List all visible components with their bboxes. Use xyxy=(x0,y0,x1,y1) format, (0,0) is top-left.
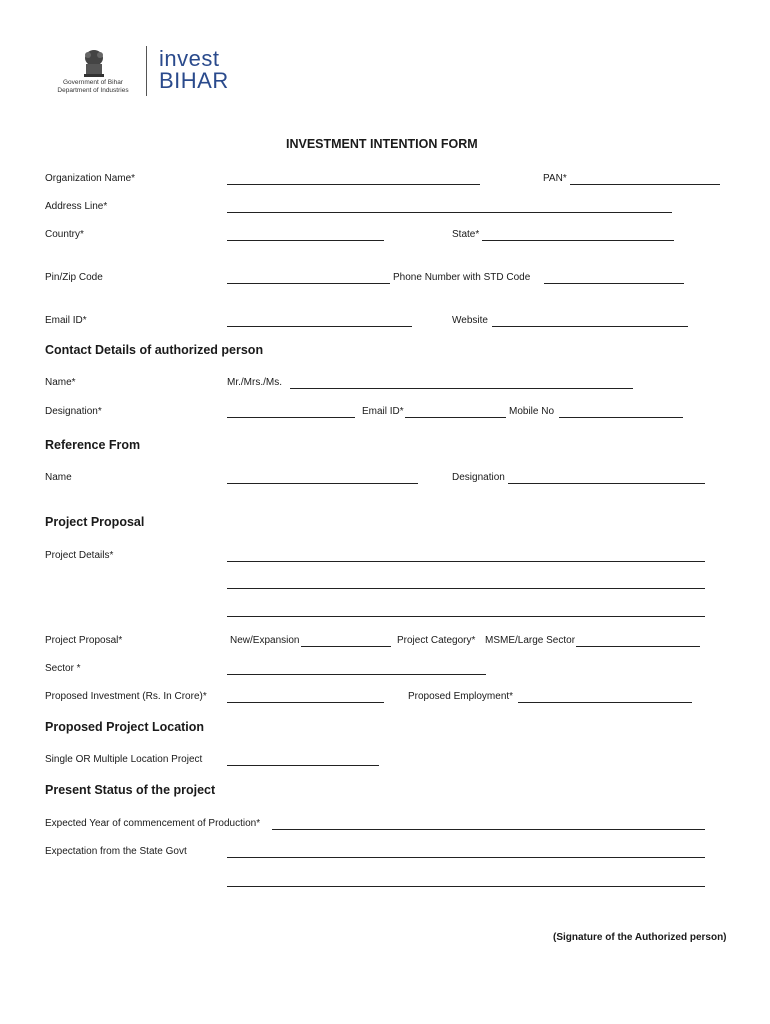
signature-label: (Signature of the Authorized person) xyxy=(553,932,727,943)
location-field[interactable] xyxy=(227,765,379,766)
project-proposal-label: Project Proposal* xyxy=(45,635,123,646)
contact-email-label: Email ID* xyxy=(362,406,404,417)
pan-label: PAN* xyxy=(543,173,567,184)
project-category-label: Project Category* xyxy=(397,635,476,646)
state-label: State* xyxy=(452,229,480,240)
mobile-field[interactable] xyxy=(559,417,683,418)
ref-designation-field[interactable] xyxy=(508,483,705,484)
country-field[interactable] xyxy=(227,240,384,241)
pan-field[interactable] xyxy=(570,184,720,185)
designation-label: Designation* xyxy=(45,406,102,417)
form-title: INVESTMENT INTENTION FORM xyxy=(286,137,478,151)
country-label: Country* xyxy=(45,229,84,240)
project-details-line-3[interactable] xyxy=(227,616,705,617)
ref-name-label: Name xyxy=(45,472,72,483)
ref-name-field[interactable] xyxy=(227,483,418,484)
mobile-label: Mobile No xyxy=(509,406,555,417)
org-name-field[interactable] xyxy=(227,184,480,185)
reference-heading: Reference From xyxy=(45,438,141,452)
project-details-label: Project Details* xyxy=(45,550,114,561)
org-name-label: Organization Name* xyxy=(45,173,136,184)
header-divider xyxy=(146,46,147,96)
state-field[interactable] xyxy=(482,240,674,241)
sector-label: Sector * xyxy=(45,663,81,674)
invest-bihar-logo: invest BIHAR xyxy=(159,46,229,93)
phone-label: Phone Number with STD Code xyxy=(393,272,531,283)
pin-field[interactable] xyxy=(227,283,390,284)
new-expansion-label: New/Expansion xyxy=(230,635,300,646)
name-label: Name* xyxy=(45,377,76,388)
ref-designation-label: Designation xyxy=(452,472,505,483)
designation-field[interactable] xyxy=(227,417,355,418)
contact-heading: Contact Details of authorized person xyxy=(45,343,264,357)
employment-label: Proposed Employment* xyxy=(408,691,514,702)
employment-field[interactable] xyxy=(518,702,692,703)
location-label: Single OR Multiple Location Project xyxy=(45,754,203,765)
investment-label: Proposed Investment (Rs. In Crore)* xyxy=(45,691,207,702)
expectation-line-2[interactable] xyxy=(227,886,705,887)
proposal-heading: Project Proposal xyxy=(45,515,145,529)
project-details-line-2[interactable] xyxy=(227,588,705,589)
msme-field[interactable] xyxy=(576,646,700,647)
name-field[interactable] xyxy=(290,388,633,389)
expected-year-label: Expected Year of commencement of Production* xyxy=(45,818,261,829)
location-heading: Proposed Project Location xyxy=(45,720,205,734)
expectation-label: Expectation from the State Govt xyxy=(45,846,187,857)
sector-field[interactable] xyxy=(227,674,486,675)
expectation-line-1[interactable] xyxy=(227,857,705,858)
project-details-line-1[interactable] xyxy=(227,561,705,562)
msme-label: MSME/Large Sector xyxy=(485,635,576,646)
email-label: Email ID* xyxy=(45,315,87,326)
address-label: Address Line* xyxy=(45,201,108,212)
status-heading: Present Status of the project xyxy=(45,783,216,797)
website-label: Website xyxy=(452,315,488,326)
website-field[interactable] xyxy=(492,326,688,327)
title-prefix-label: Mr./Mrs./Ms. xyxy=(227,377,282,388)
expected-year-field[interactable] xyxy=(272,829,705,830)
pin-label: Pin/Zip Code xyxy=(45,272,103,283)
investment-field[interactable] xyxy=(227,702,384,703)
address-field[interactable] xyxy=(227,212,672,213)
department-name: Government of Bihar Department of Industries xyxy=(57,79,129,94)
email-field[interactable] xyxy=(227,326,412,327)
contact-email-field[interactable] xyxy=(405,417,506,418)
phone-field[interactable] xyxy=(544,283,684,284)
new-expansion-field[interactable] xyxy=(301,646,391,647)
